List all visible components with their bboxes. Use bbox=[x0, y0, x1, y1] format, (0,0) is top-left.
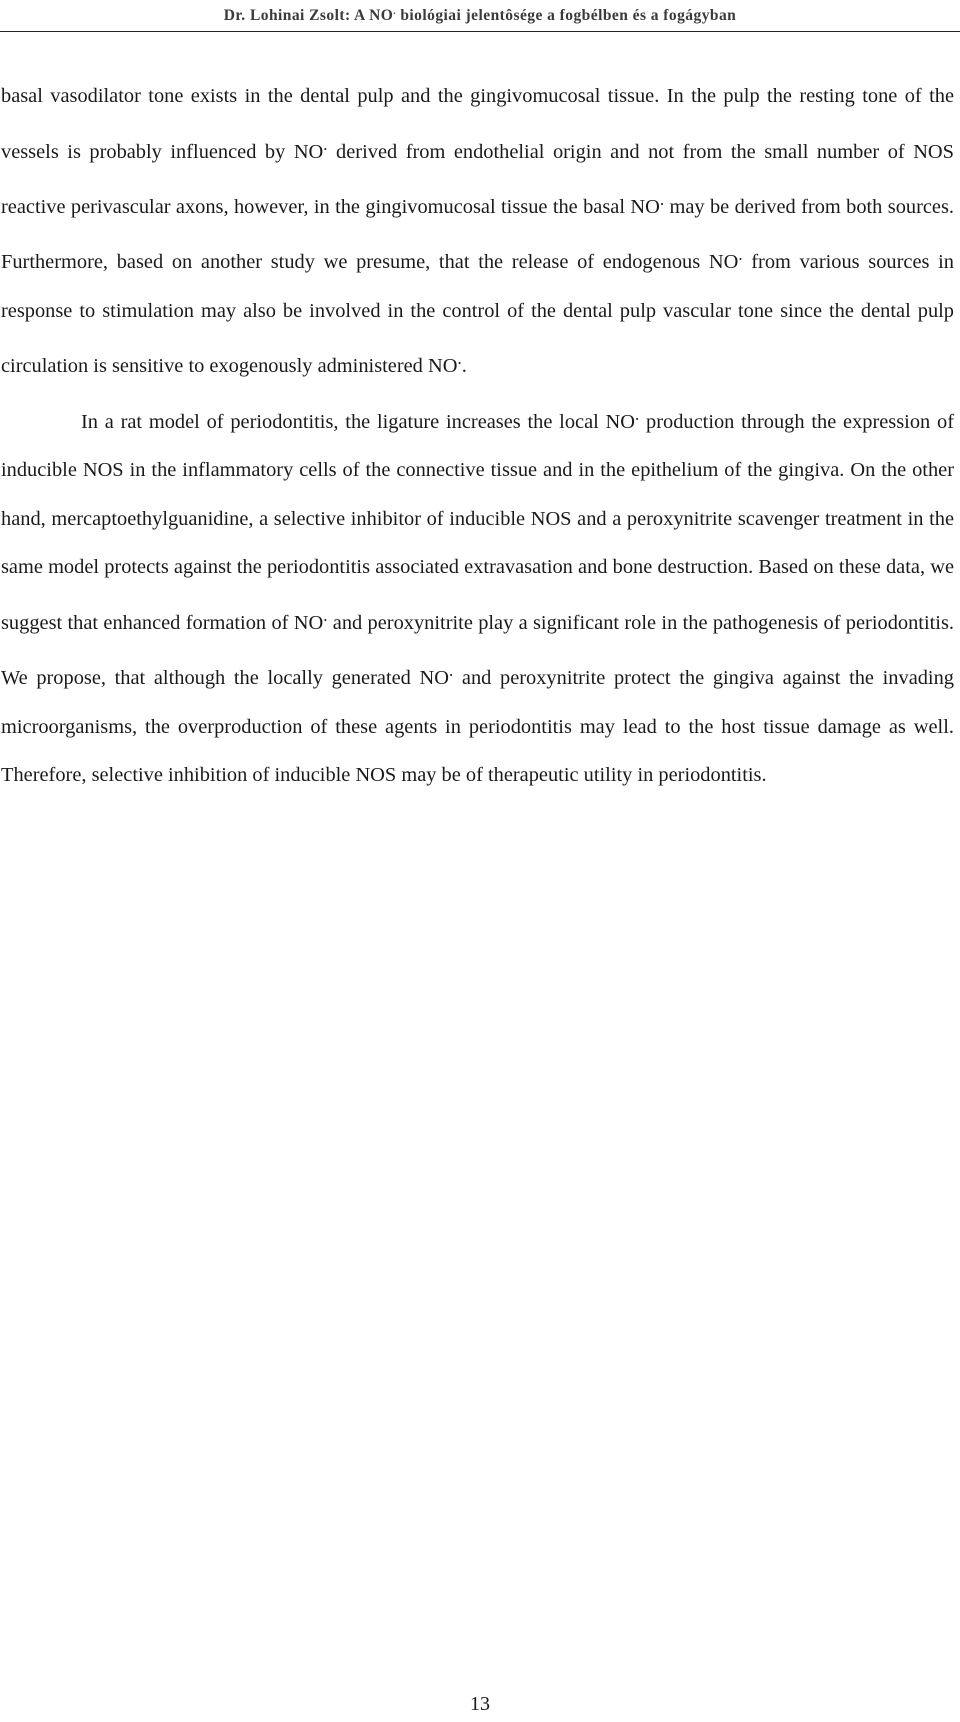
text-segment: from various sources in response to stimulation may also be involved in the control of the dental pulp vascular tone since the dental pulp circulation is sensitive to exogenously administered NO bbox=[1, 251, 954, 378]
running-header bbox=[0, 6, 960, 25]
header-divider bbox=[0, 31, 960, 32]
radical-dot: . bbox=[738, 245, 743, 265]
paragraph-1 bbox=[1, 72, 954, 391]
text-segment: In a rat model of periodontitis, the ligature increases the local NO bbox=[81, 410, 636, 433]
text-segment: . bbox=[461, 355, 467, 378]
header-title-prefix: Dr. Lohinai Zsolt: A NO bbox=[223, 7, 394, 24]
text-segment: may be derived from both sources. Furthermore, based on another study we presume, that the release of endogenous NO bbox=[1, 195, 955, 274]
main-text bbox=[1, 72, 954, 800]
text-segment: derived from endothelial origin and not from the small number of NOS reactive perivascular axons, however, in the gingivomucosal tissue the basal NO bbox=[1, 140, 954, 218]
text-segment: production through the expression of inducible NOS in the inflammatory cells of the connective tissue and in the epithelium of the gingiva. On the other hand, mercaptoethylguanidine, a selective inhibitor of inducible NOS and a peroxynitrite scavenger treatment in the same model protects against the periodontitis associated extravasation and bone destruction. Based on these data, we suggest that enhanced formation of NO bbox=[1, 410, 954, 634]
page-number: 13 bbox=[470, 1693, 490, 1715]
header-radical-dot: . bbox=[393, 6, 397, 16]
paragraph-2 bbox=[1, 391, 954, 800]
radical-dot: . bbox=[457, 349, 462, 369]
text-segment: and peroxynitrite protect the gingiva against the invading microorganisms, the overproduction of these agents in periodontitis may lead to the host tissue damage as well. Therefore, selective inhibition of inducible NOS may be of therapeutic utility in periodontitis. bbox=[1, 667, 954, 787]
radical-dot: . bbox=[448, 661, 454, 681]
radical-dot: . bbox=[323, 134, 328, 154]
radical-dot: . bbox=[323, 605, 328, 625]
text-segment: and peroxynitrite play a significant role in the pathogenesis of periodontitis. We propose, that although the locally generated NO bbox=[1, 611, 954, 690]
text-segment: basal vasodilator tone exists in the dental pulp and the gingivomucosal tissue. In the pulp the resting tone of the vessels is probably influenced by NO bbox=[1, 85, 954, 163]
header-title-suffix: biológiai jelentôsége a fogbélben és a fogágyban bbox=[396, 7, 737, 24]
radical-dot: . bbox=[635, 404, 640, 424]
radical-dot: . bbox=[659, 189, 665, 209]
